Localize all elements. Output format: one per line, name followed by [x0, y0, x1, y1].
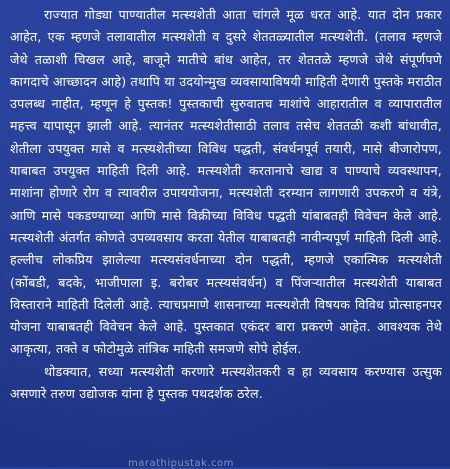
watermark-text: marathipustak.com [128, 458, 234, 469]
blurb-paragraph-2: थोडक्यात, सध्या मत्स्यशेती करणारे मत्स्यशेतकरी व हा व्यवसाय करण्यास उत्सुक असणारे तरुण उद्योजक यांना हे पुस्तक पथदर्शक ठरेल. [10, 363, 442, 402]
blurb-paragraph-1: राज्यात गोड्या पाण्यातील मत्स्यशेती आता चांगले मूळ धरत आहे. यात दोन प्रकार आहेत, एक म्हणजे तलावातील मत्स्यशेती व दुसरे शेततळ्यातील मत्स्यशेती. (तलाव म्हणजे जेथे तळाशी चिखल आहे, बाजूने मातीचे बांध आहेत, तर शेततळे म्हणजे जेथे संपूर्णपणे कागदाचे आच्छादन आहे) तथापि या उदयोन्मुख व्यवसायाविषयी माहिती देणारी पुस्तके मराठीत उपलब्ध नाहीत, म्हणून हे पुस्तक! पुस्तकाची सुरुवातच माशांचे आहारातील व व्यापारातील महत्त्व यापासून झाली आहे. त्यानंतर मत्स्यशेतीसाठी तलाव तसेच शेततळी कशी बांधावीत, शेतीला उपयुक्त मासे व मत्स्यशेतीच्या विविध पद्धती, संवर्धनपूर्व तयारी, मासे बीजारोपण, याबाबत उपयुक्त माहिती दिली आहे. मत्स्यशेती करतानाचे खाद्य व पाण्याचे व्यवस्थापन, माशांना होणारे रोग व त्यावरील उपाययोजना, मत्स्यशेती दरम्यान लागणारी उपकरणे व यंत्रे, आणि मासे पकडण्याच्या आणि मासे विक्रीच्या विविध पद्धती यांबाबतही विवेचन केले आहे. मत्स्यशेती अंतर्गत कोणते उपव्यवसाय करता येतील याबाबतही नावीन्यपूर्ण माहिती दिली आहे. हल्लीच लोकप्रिय झालेल्या मत्स्यसंवर्धनाच्या दोन पद्धती, म्हणजे एकात्मिक मत्स्यशेती (कोंबडी, बदके, भाजीपाला इ. बरोबर मत्स्यसंवर्धन) व पिंजऱ्यातील मत्स्यशेती याबाबत विस्ताराने माहिती दिलेली आहे. त्याचप्रमाणे शासनाच्या मत्स्यशेती विषयक विविध प्रोत्साहनपर योजना याबाबतही विवेचन केले आहे. पुस्तकात एकंदर बारा प्रकरणे आहेत. आवश्यक तेथे आकृत्या, तक्ते व फोटोमुळे तांत्रिक माहिती समजणे सोपे होईल. [10, 7, 442, 357]
